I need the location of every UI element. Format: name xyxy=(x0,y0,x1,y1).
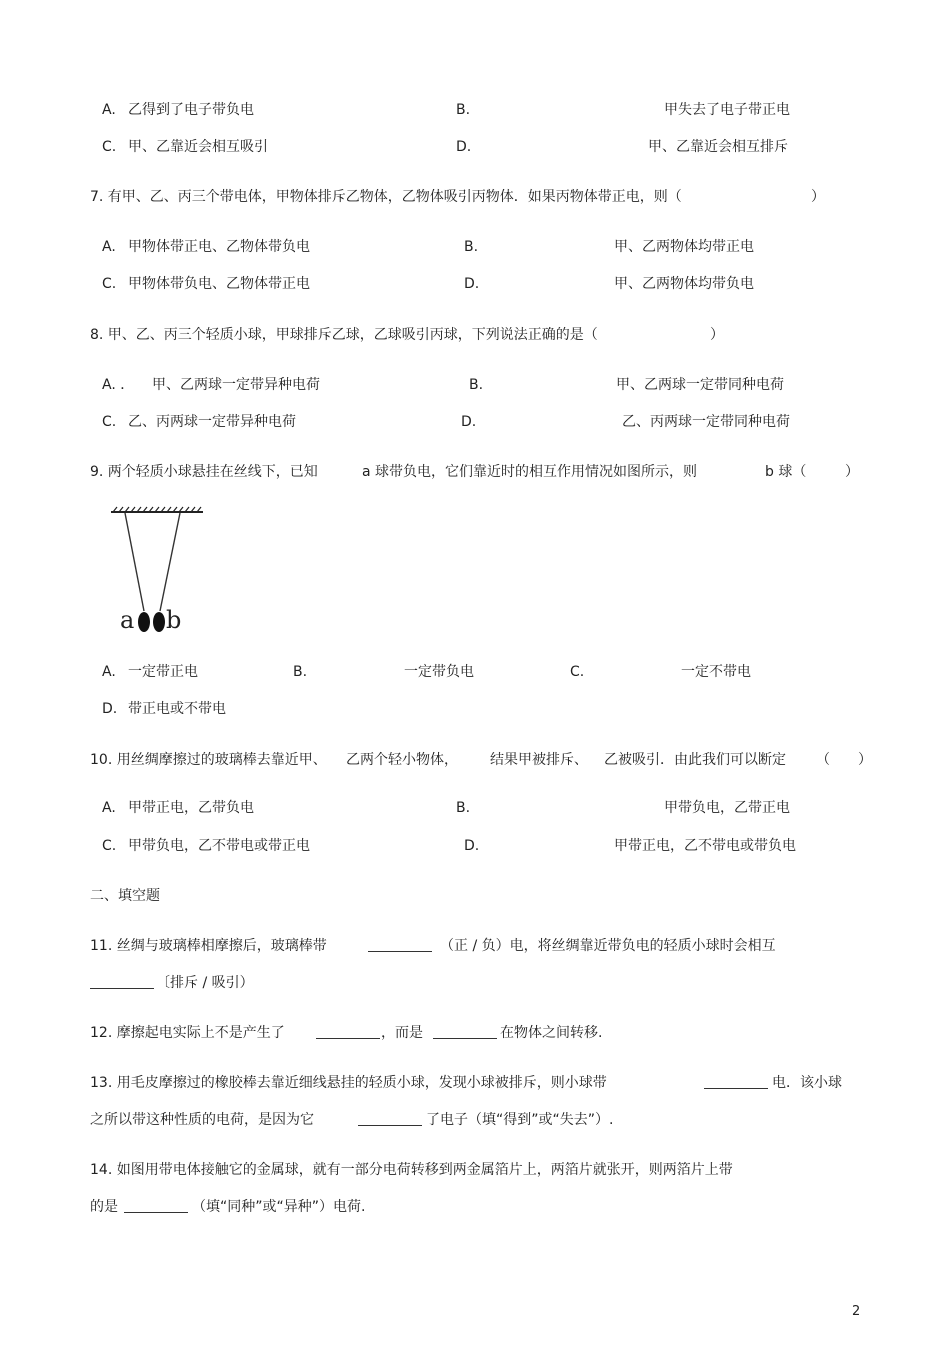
q9-option-c-label: C. xyxy=(570,664,585,680)
q9-option-b-label: B. xyxy=(293,664,308,680)
q10-stem-part3: 结果甲被排斥、 xyxy=(490,752,588,768)
q6-option-b-text: 甲失去了电子带正电 xyxy=(664,102,790,118)
q14-part2: 的是 xyxy=(90,1199,118,1215)
q11-part3: 〔排斥 / 吸引） xyxy=(156,975,254,991)
q12-blank-2[interactable] xyxy=(433,1024,497,1039)
q8-option-a-text: 甲、乙两球一定带异种电荷 xyxy=(152,377,320,393)
q9-stem-part1: 9. 两个轻质小球悬挂在丝线下，已知 xyxy=(90,464,318,480)
q8-option-d-label: D. xyxy=(461,414,477,430)
q9-stem-part2: a 球带负电，它们靠近时的相互作用情况如图所示，则 xyxy=(362,464,698,480)
q6-option-a-label: A. xyxy=(102,102,116,118)
q9-stem-part3: b 球（ xyxy=(765,464,807,480)
thread-b xyxy=(160,513,180,611)
q10-option-c-text: 甲带负电，乙不带电或带正电 xyxy=(128,838,310,854)
q13-part1: 13. 用毛皮摩擦过的橡胶棒去靠近细线悬挂的轻质小球，发现小球被排斥，则小球带 xyxy=(90,1075,607,1091)
q6-option-c-label: C. xyxy=(102,139,117,155)
q13-part4: 了电子（填“得到”或“失去”）. xyxy=(426,1112,614,1128)
q8-option-d-text: 乙、丙两球一定带同种电荷 xyxy=(622,414,790,430)
q9-option-a-text: 一定带正电 xyxy=(128,664,198,680)
ball-a xyxy=(138,612,150,632)
thread-a xyxy=(125,513,144,611)
q12-part1: 12. 摩擦起电实际上不是产生了 xyxy=(90,1025,285,1041)
q10-stem-part1: 10. 用丝绸摩擦过的玻璃棒去靠近甲、 xyxy=(90,752,327,768)
q8-stem: 8. 甲、乙、丙三个轻质小球，甲球排斥乙球，乙球吸引丙球，下列说法正确的是（ xyxy=(90,327,598,343)
section-title-fill-in: 二、填空题 xyxy=(90,888,160,904)
q10-option-a-label: A. xyxy=(102,800,116,816)
q7-option-a-label: A. xyxy=(102,239,116,255)
q6-option-a-text: 乙得到了电子带负电 xyxy=(128,102,254,118)
q9-option-c-text: 一定不带电 xyxy=(681,664,751,680)
q6-option-d-text: 甲、乙靠近会相互排斥 xyxy=(648,139,788,155)
q6-option-b-label: B. xyxy=(456,102,471,118)
q7-option-b-label: B. xyxy=(464,239,479,255)
q11-blank-2[interactable] xyxy=(90,974,154,989)
q8-option-a-label: A. ． xyxy=(102,377,135,393)
q13-part3: 之所以带这种性质的电荷，是因为它 xyxy=(90,1112,314,1128)
q11-blank-1[interactable] xyxy=(368,937,432,952)
q7-option-c-text: 甲物体带负电、乙物体带正电 xyxy=(128,276,310,292)
q9-option-a-label: A. xyxy=(102,664,116,680)
q14-part1: 14. 如图用带电体接触它的金属球，就有一部分电荷转移到两金属箔片上，两箔片就张开，则两箔片上带 xyxy=(90,1162,733,1178)
q10-option-d-label: D. xyxy=(464,838,480,854)
q8-option-c-text: 乙、丙两球一定带异种电荷 xyxy=(128,414,296,430)
q14-blank-1[interactable] xyxy=(124,1198,188,1213)
q10-option-b-text: 甲带负电，乙带正电 xyxy=(664,800,790,816)
q7-stem: 7. 有甲、乙、丙三个带电体，甲物体排斥乙物体，乙物体吸引丙物体．如果丙物体带正电，则（ xyxy=(90,189,682,205)
q8-option-b-label: B. xyxy=(469,377,484,393)
q12-blank-1[interactable] xyxy=(316,1024,380,1039)
q11-part2: （正 / 负）电，将丝绸靠近带负电的轻质小球时会相互 xyxy=(440,938,776,954)
q9-option-d-label: D. xyxy=(102,701,118,717)
q12-part2: ，而是 xyxy=(381,1025,423,1041)
q13-blank-2[interactable] xyxy=(358,1111,422,1126)
q9-option-d-text: 带正电或不带电 xyxy=(128,701,226,717)
q9-paren-close: ） xyxy=(845,464,859,480)
page-number: 2 xyxy=(852,1304,861,1319)
q8-option-b-text: 甲、乙两球一定带同种电荷 xyxy=(616,377,784,393)
q10-stem-part2: 乙两个轻小物体， xyxy=(346,752,458,768)
ball-b xyxy=(153,612,165,632)
q7-option-d-label: D. xyxy=(464,276,480,292)
q8-paren-close: ） xyxy=(710,327,724,343)
q7-option-a-text: 甲物体带正电、乙物体带负电 xyxy=(128,239,310,255)
q13-part2: 电．该小球 xyxy=(772,1075,842,1091)
q8-option-c-label: C. xyxy=(102,414,117,430)
q10-option-b-label: B. xyxy=(456,800,471,816)
q10-option-a-text: 甲带正电，乙带负电 xyxy=(128,800,254,816)
q9-option-b-text: 一定带负电 xyxy=(404,664,474,680)
q10-paren: （ ） xyxy=(816,752,872,768)
q10-option-d-text: 甲带正电，乙不带电或带负电 xyxy=(614,838,796,854)
q9-figure-label-a: a xyxy=(120,606,135,634)
q14-part3: （填“同种”或“异种”）电荷. xyxy=(192,1199,366,1215)
q9-figure-label-b: b xyxy=(166,606,182,634)
q10-option-c-label: C. xyxy=(102,838,117,854)
q11-part1: 11. 丝绸与玻璃棒相摩擦后，玻璃棒带 xyxy=(90,938,327,954)
q12-part3: 在物体之间转移. xyxy=(500,1025,603,1041)
q7-paren-close: ） xyxy=(811,189,825,205)
q7-option-b-text: 甲、乙两物体均带正电 xyxy=(614,239,754,255)
q10-stem-part4: 乙被吸引．由此我们可以断定 xyxy=(604,752,786,768)
q7-option-c-label: C. xyxy=(102,276,117,292)
q7-option-d-text: 甲、乙两物体均带负电 xyxy=(614,276,754,292)
q6-option-c-text: 甲、乙靠近会相互吸引 xyxy=(128,139,268,155)
q6-option-d-label: D. xyxy=(456,139,472,155)
q13-blank-1[interactable] xyxy=(704,1074,768,1089)
